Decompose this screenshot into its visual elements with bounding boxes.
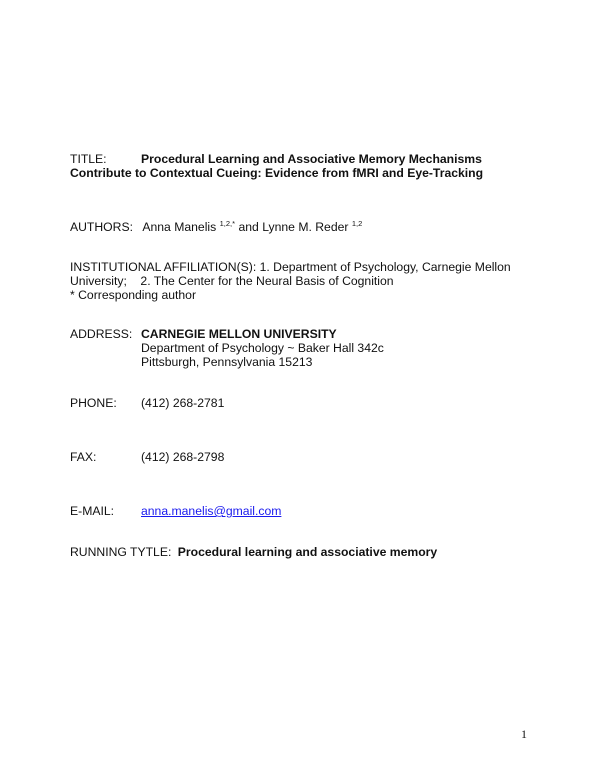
- author-2-name: Lynne M. Reder: [262, 220, 349, 234]
- phone-label: PHONE:: [70, 396, 117, 410]
- affiliation-line-1: INSTITUTIONAL AFFILIATION(S): 1. Department of Psychology, Carnegie Mellon: [70, 260, 511, 274]
- authors-conjunction: and: [238, 220, 259, 234]
- title-line-1: Procedural Learning and Associative Memory Mechanisms: [141, 152, 482, 166]
- phone-value: (412) 268-2781: [141, 396, 225, 410]
- address-label: ADDRESS:: [70, 327, 133, 341]
- authors-section: [70, 220, 540, 236]
- corresponding-author-note: * Corresponding author: [70, 288, 197, 302]
- authors-label: AUTHORS:: [70, 220, 133, 234]
- fax-value: (412) 268-2798: [141, 450, 225, 464]
- title-section: [70, 152, 540, 180]
- title-label: TITLE:: [70, 152, 107, 166]
- address-institution: CARNEGIE MELLON UNIVERSITY: [141, 327, 337, 341]
- running-title-label: RUNNING TYTLE:: [70, 545, 172, 559]
- address-department: Department of Psychology ~ Baker Hall 342c: [141, 341, 384, 355]
- running-title-section: [70, 545, 540, 559]
- email-link[interactable]: anna.manelis@gmail.com: [141, 504, 282, 518]
- affiliation-line-2: University; 2. The Center for the Neural Basis of Cognition: [70, 274, 394, 288]
- author-1-affiliation-marker: 1,2,*: [219, 219, 236, 228]
- title-line-2: Contribute to Contextual Cueing: Evidence from fMRI and Eye-Tracking: [70, 166, 484, 180]
- author-1-name: Anna Manelis: [142, 220, 217, 234]
- fax-label: FAX:: [70, 450, 97, 464]
- page-number: 1: [521, 727, 527, 741]
- affiliations-section: [70, 260, 540, 302]
- running-title-value: Procedural learning and associative memory: [177, 545, 438, 559]
- address-city: Pittsburgh, Pennsylvania 15213: [141, 355, 313, 369]
- author-2-affiliation-marker: 1,2: [351, 219, 363, 228]
- email-label: E-MAIL:: [70, 504, 115, 518]
